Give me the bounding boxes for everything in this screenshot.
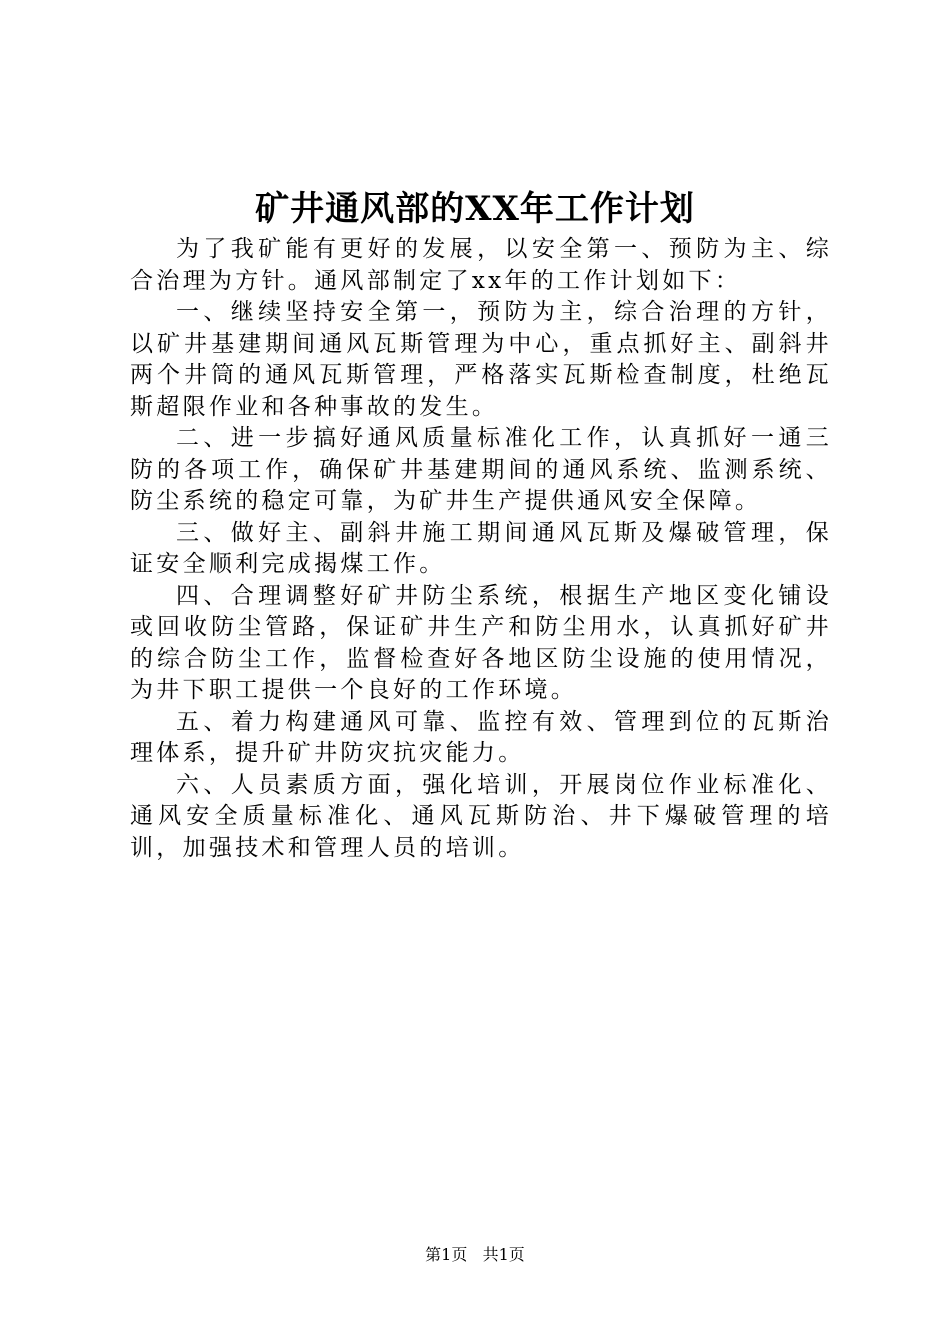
plan-item-4: 四、合理调整好矿井防尘系统，根据生产地区变化铺设或回收防尘管路，保证矿井生产和防尘用水，认真抓好矿井的综合防尘工作，监督检查好各地区防尘设施的使用情况，为井下职工提供一个良好的工作环境。: [130, 582, 832, 703]
plan-item-2: 二、进一步搞好通风质量标准化工作，认真抓好一通三防的各项工作，确保矿井基建期间的通风系统、监测系统、防尘系统的稳定可靠，为矿井生产提供通风安全保障。: [130, 425, 832, 514]
page-footer: [0, 1243, 950, 1267]
plan-item-6: 六、人员素质方面，强化培训，开展岗位作业标准化、通风安全质量标准化、通风瓦斯防治、井下爆破管理的培训，加强技术和管理人员的培训。: [130, 771, 832, 861]
document-title: 矿井通风部的XX年工作计划: [255, 189, 695, 229]
plan-item-3: 三、做好主、副斜井施工期间通风瓦斯及爆破管理，保证安全顺利完成揭煤工作。: [130, 519, 832, 577]
document-body: [130, 234, 832, 864]
intro-paragraph: 为了我矿能有更好的发展，以安全第一、预防为主、综合治理为方针。通风部制定了xx年的工作计划如下：: [130, 236, 832, 294]
plan-item-5: 五、着力构建通风可靠、监控有效、管理到位的瓦斯治理体系，提升矿井防灾抗灾能力。: [130, 708, 832, 766]
page-number-total: 共1页: [482, 1245, 525, 1264]
page-number-current: 第1页: [425, 1245, 468, 1264]
plan-item-1: 一、继续坚持安全第一，预防为主，综合治理的方针，以矿井基建期间通风瓦斯管理为中心，重点抓好主、副斜井两个井筒的通风瓦斯管理，严格落实瓦斯检查制度，杜绝瓦斯超限作业和各种事故的发生。: [130, 299, 832, 420]
